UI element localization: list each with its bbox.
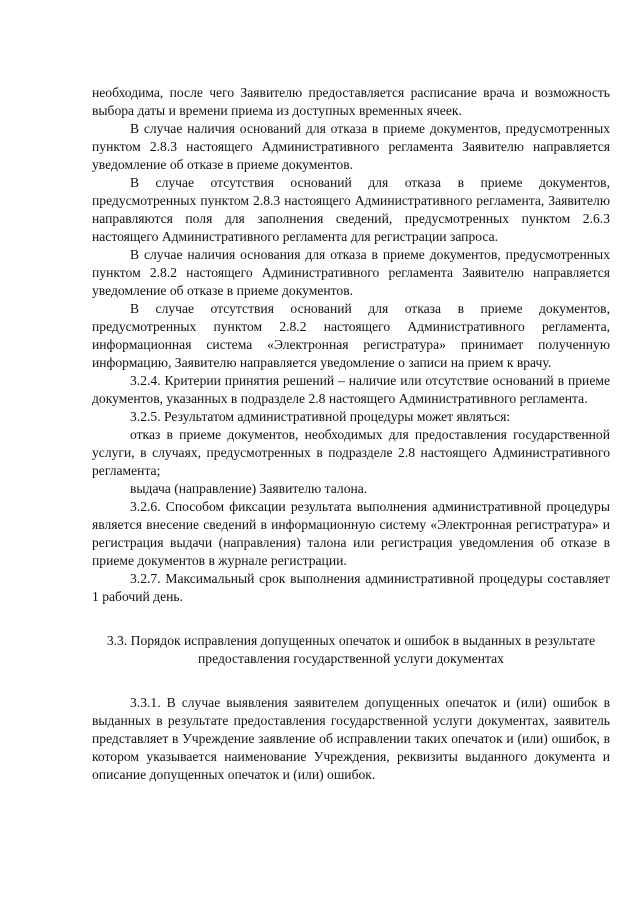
paragraph-no-refusal-2-8-2: В случае отсутствия оснований для отказа в приеме документов, предусмотренных пунктом 2.8.2 настоящего Административного регламента, информационная система «Электронная регистратура» принимает полученную информацию, Заявителю направляется уведомление о записи на прием к врачу. xyxy=(92,301,610,370)
paragraph-refusal-2-8-3: В случае наличия оснований для отказа в приеме документов, предусмотренных пунктом 2.8.3 настоящего Административного регламента Заявителю направляется уведомление об отказе в приеме документов. xyxy=(92,121,610,172)
paragraph-continuation: необходима, после чего Заявителю предоставляется расписание врача и возможность выбора даты и времени приема из доступных временных ячеек. xyxy=(92,85,610,118)
paragraph-result-refusal: отказ в приеме документов, необходимых для предоставления государственной услуги, в случаях, предусмотренных в подразделе 2.8 настоящего Административного регламента; xyxy=(92,427,610,478)
paragraph-3-2-5: 3.2.5. Результатом административной процедуры может являться: xyxy=(130,409,511,424)
section-heading-3-3: 3.3. Порядок исправления допущенных опечаток и ошибок в выданных в результате предоставления государственной услуги документах xyxy=(106,633,596,666)
paragraph-3-2-4: 3.2.4. Критерии принятия решений – наличие или отсутствие оснований в приеме документов, указанных в подразделе 2.8 настоящего Административного регламента. xyxy=(92,373,610,406)
paragraph-refusal-2-8-2: В случае наличия основания для отказа в приеме документов, предусмотренных пунктом 2.8.2 настоящего Административного регламента Заявителю направляется уведомление об отказе в приеме документов. xyxy=(92,247,610,298)
document-page xyxy=(92,84,610,784)
paragraph-3-2-7: 3.2.7. Максимальный срок выполнения административной процедуры составляет 1 рабочий день. xyxy=(92,571,610,604)
paragraph-result-ticket: выдача (направление) Заявителю талона. xyxy=(130,481,368,496)
paragraph-3-2-6: 3.2.6. Способом фиксации результата выполнения административной процедуры является внесение сведений в информационную систему «Электронная регистратура» и регистрация выдачи (направления) талона или регистрация уведомления об отказе в приеме документов в журнале регистрации. xyxy=(92,499,610,568)
paragraph-3-3-1: 3.3.1. В случае выявления заявителем допущенных опечаток и (или) ошибок в выданных в результате предоставления государственной услуги документах, заявитель представляет в Учреждение заявление об исправлении таких опечаток и (или) ошибок, в котором указывается наименование Учреждения, реквизиты выданного документа и описание допущенных опечаток и (или) ошибок. xyxy=(92,695,610,782)
paragraph-no-refusal-2-8-3: В случае отсутствия оснований для отказа в приеме документов, предусмотренных пунктом 2.8.3 настоящего Административного регламента, Заявителю направляются поля для заполнения сведений, предусмотренных пунктом 2.6.3 настоящего Административного регламента для регистрации запроса. xyxy=(92,175,610,244)
